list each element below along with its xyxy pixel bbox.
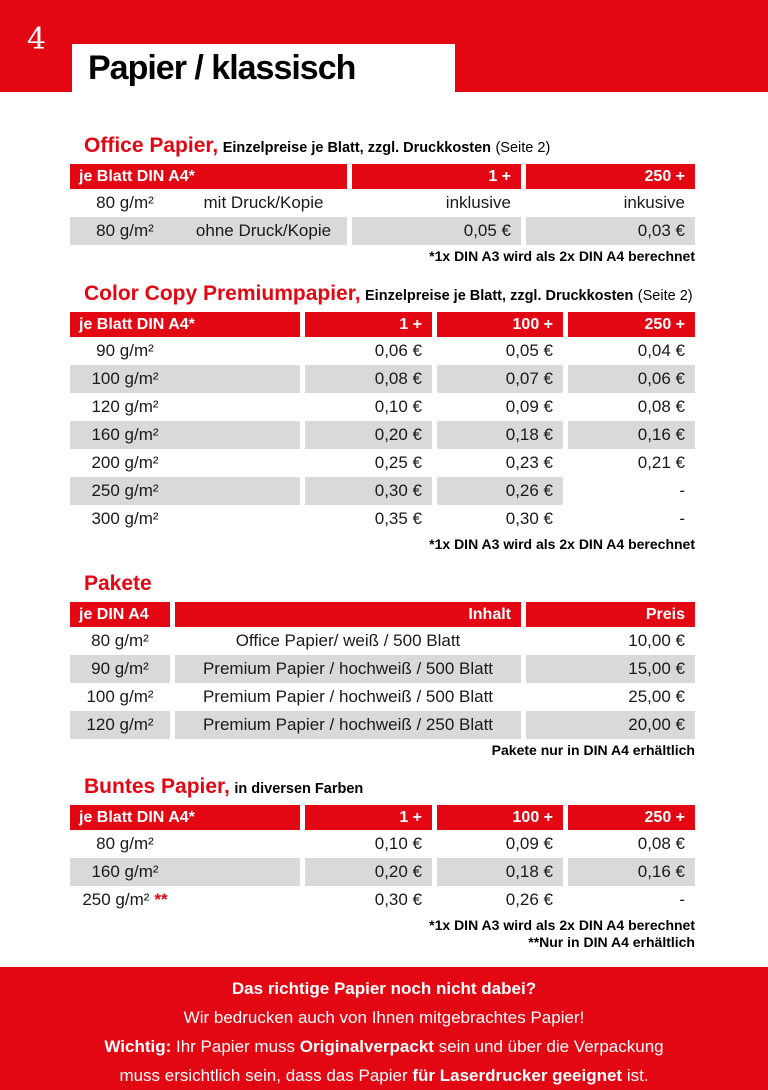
label-cell xyxy=(70,477,300,505)
table-row xyxy=(70,886,695,914)
description-cell: Premium Papier / hochweiß / 500 Blatt xyxy=(202,687,494,706)
price-cell: 0,03 € xyxy=(526,217,695,245)
table-row xyxy=(70,683,695,711)
label-cell xyxy=(70,217,347,245)
price-cell: 0,09 € xyxy=(505,397,553,416)
price-cell: 0,21 € xyxy=(637,453,685,472)
section-office-subtitle: Einzelpreise je Blatt, zzgl. Druckkosten xyxy=(222,140,492,156)
table-row xyxy=(70,477,695,505)
weight-cell: 120 g/m² xyxy=(70,711,170,739)
price-cell: 15,00 € xyxy=(526,655,695,683)
header-cell: je Blatt DIN A4* xyxy=(70,164,347,189)
table-row xyxy=(70,365,695,393)
price-cell: 0,08 € xyxy=(305,365,432,393)
price-cell: 0,30 € xyxy=(305,477,432,505)
footnote-marker: ** xyxy=(154,890,168,909)
price-cell: 0,10 € xyxy=(374,397,422,416)
weight-value: 160 g/m² xyxy=(91,425,159,444)
pakete-table-header xyxy=(70,602,695,627)
price-cell: 10,00 € xyxy=(628,631,685,650)
table-row xyxy=(70,830,695,858)
section-colorcopy-subtitle: Einzelpreise je Blatt, zzgl. Druckkosten xyxy=(365,288,634,304)
section-office-heading xyxy=(70,134,695,160)
description-cell: Office Papier/ weiß / 500 Blatt xyxy=(235,631,461,650)
price-cell: inklusive xyxy=(445,193,511,212)
header-cell: 1 + xyxy=(305,312,432,337)
weight-value: 300 g/m² xyxy=(91,509,159,528)
banner-line: Das richtige Papier noch nicht dabei? xyxy=(231,979,537,998)
description-value: ohne Druck/Kopie xyxy=(195,221,332,240)
label-cell xyxy=(70,189,347,217)
table-row xyxy=(70,505,695,533)
price-cell: 0,09 € xyxy=(505,834,553,853)
section-bunt-heading xyxy=(70,775,695,801)
label-cell xyxy=(70,505,300,533)
price-cell: 0,25 € xyxy=(374,453,422,472)
label-cell xyxy=(70,830,300,858)
price-cell: 0,20 € xyxy=(305,858,432,886)
price-cell: 0,05 € xyxy=(505,341,553,360)
price-cell: 0,10 € xyxy=(374,834,422,853)
label-cell xyxy=(70,421,300,449)
price-cell: 0,23 € xyxy=(505,453,553,472)
header-cell: 250 + xyxy=(526,164,695,189)
description-cell: Premium Papier / hochweiß / 500 Blatt xyxy=(175,655,521,683)
header-cell: 250 + xyxy=(568,312,695,337)
weight-value: 120 g/m² xyxy=(91,397,159,416)
header-cell: Preis xyxy=(526,602,695,627)
weight-value: 90 g/m² xyxy=(96,341,154,360)
table-row xyxy=(70,421,695,449)
price-cell: 0,08 € xyxy=(637,834,685,853)
banner-text: ist. xyxy=(622,1066,649,1085)
price-cell: 0,16 € xyxy=(568,858,695,886)
bunt-table xyxy=(70,805,695,914)
section-colorcopy-title: Color Copy Premiumpapier, xyxy=(84,282,361,305)
weight-value: 250 g/m² xyxy=(91,481,159,500)
banner-line: Wir bedrucken auch von Ihnen mitgebrachtes Papier! xyxy=(183,1008,585,1027)
office-table xyxy=(70,164,695,245)
table-row xyxy=(70,655,695,683)
header-cell: 1 + xyxy=(305,805,432,830)
section-colorcopy-subtitle-note: (Seite 2) xyxy=(637,288,693,304)
table-row xyxy=(70,627,695,655)
footnote: *1x DIN A3 wird als 2x DIN A4 berechnet xyxy=(429,248,695,264)
colorcopy-table xyxy=(70,312,695,533)
table-row xyxy=(70,189,695,217)
page-number: 4 xyxy=(27,22,47,57)
weight-text: 250 g/m² xyxy=(82,890,150,909)
weight-value: 80 g/m² xyxy=(96,221,154,240)
table-row xyxy=(70,858,695,886)
header-cell: 100 + xyxy=(437,805,563,830)
price-cell: 0,16 € xyxy=(568,421,695,449)
header-cell: je Blatt DIN A4* xyxy=(70,312,300,337)
description-value: mit Druck/Kopie xyxy=(203,193,324,212)
price-cell: - xyxy=(679,509,685,528)
weight-value: 80 g/m² xyxy=(96,193,154,212)
label-cell xyxy=(70,337,300,365)
header-cell: 100 + xyxy=(437,312,563,337)
label-cell xyxy=(70,449,300,477)
weight-cell: 90 g/m² xyxy=(70,655,170,683)
banner-bold-text: Wichtig: xyxy=(104,1037,172,1056)
price-cell: 0,20 € xyxy=(305,421,432,449)
price-cell: - xyxy=(679,481,685,500)
header-cell: je DIN A4 xyxy=(70,602,170,627)
banner-line xyxy=(0,1032,768,1061)
section-office-title: Office Papier, xyxy=(84,134,219,157)
price-cell: 0,05 € xyxy=(352,217,521,245)
weight-value: 160 g/m² xyxy=(91,862,159,881)
price-cell: 0,08 € xyxy=(637,397,685,416)
banner-text: sein und über die Verpackung xyxy=(433,1037,664,1056)
weight-value xyxy=(70,890,180,910)
price-cell: 0,30 € xyxy=(505,509,553,528)
banner-bold-text: Originalverpackt xyxy=(299,1037,434,1056)
price-cell: - xyxy=(679,890,685,909)
table-row xyxy=(70,711,695,739)
description-cell: Premium Papier / hochweiß / 250 Blatt xyxy=(175,711,521,739)
label-cell xyxy=(70,886,300,914)
price-cell: 0,06 € xyxy=(568,365,695,393)
price-cell: 0,30 € xyxy=(374,890,422,909)
price-cell: 20,00 € xyxy=(526,711,695,739)
header-cell: 1 + xyxy=(352,164,521,189)
table-row xyxy=(70,449,695,477)
price-cell: inkusive xyxy=(623,193,685,212)
table-row xyxy=(70,217,695,245)
weight-cell: 80 g/m² xyxy=(91,631,149,650)
footnote: **Nur in DIN A4 erhältlich xyxy=(528,934,695,950)
colorcopy-table-header xyxy=(70,312,695,337)
table-row xyxy=(70,337,695,365)
header-cell: 250 + xyxy=(568,805,695,830)
bunt-table-header xyxy=(70,805,695,830)
section-colorcopy-heading xyxy=(70,282,695,308)
section-pakete-title: Pakete xyxy=(84,572,152,595)
price-cell: 0,07 € xyxy=(437,365,563,393)
page-header xyxy=(0,0,768,92)
label-cell xyxy=(70,365,300,393)
section-pakete-heading xyxy=(70,572,695,598)
header-cell: Inhalt xyxy=(175,602,521,627)
page-title: Papier / klassisch xyxy=(88,48,356,87)
price-cell: 0,26 € xyxy=(437,477,563,505)
content xyxy=(70,134,695,951)
price-cell: 25,00 € xyxy=(628,687,685,706)
banner-line xyxy=(0,1061,768,1090)
section-bunt-title: Buntes Papier, xyxy=(84,775,230,798)
weight-cell: 100 g/m² xyxy=(86,687,154,706)
banner-bold-text: für Laserdrucker geeignet xyxy=(412,1066,623,1085)
info-banner xyxy=(0,967,768,1090)
price-cell: 0,35 € xyxy=(374,509,422,528)
banner-text: muss ersichtlich sein, dass das Papier xyxy=(119,1066,413,1085)
label-cell xyxy=(70,393,300,421)
price-cell: 0,18 € xyxy=(437,421,563,449)
weight-value: 200 g/m² xyxy=(91,453,159,472)
table-row xyxy=(70,393,695,421)
section-office-subtitle-note: (Seite 2) xyxy=(495,140,551,156)
label-cell xyxy=(70,858,300,886)
weight-value: 80 g/m² xyxy=(96,834,154,853)
footnote: Pakete nur in DIN A4 erhältlich xyxy=(491,742,695,758)
weight-value: 100 g/m² xyxy=(91,369,159,388)
price-cell: 0,18 € xyxy=(437,858,563,886)
section-bunt-subtitle: in diversen Farben xyxy=(234,781,364,797)
price-cell: 0,06 € xyxy=(374,341,422,360)
footnote: *1x DIN A3 wird als 2x DIN A4 berechnet xyxy=(429,917,695,933)
price-cell: 0,26 € xyxy=(505,890,553,909)
office-table-header xyxy=(70,164,695,189)
title-box xyxy=(72,44,455,92)
banner-text: Ihr Papier muss xyxy=(171,1037,300,1056)
price-cell: 0,04 € xyxy=(637,341,685,360)
pakete-table xyxy=(70,602,695,739)
header-cell: je Blatt DIN A4* xyxy=(70,805,300,830)
footnote: *1x DIN A3 wird als 2x DIN A4 berechnet xyxy=(429,536,695,552)
